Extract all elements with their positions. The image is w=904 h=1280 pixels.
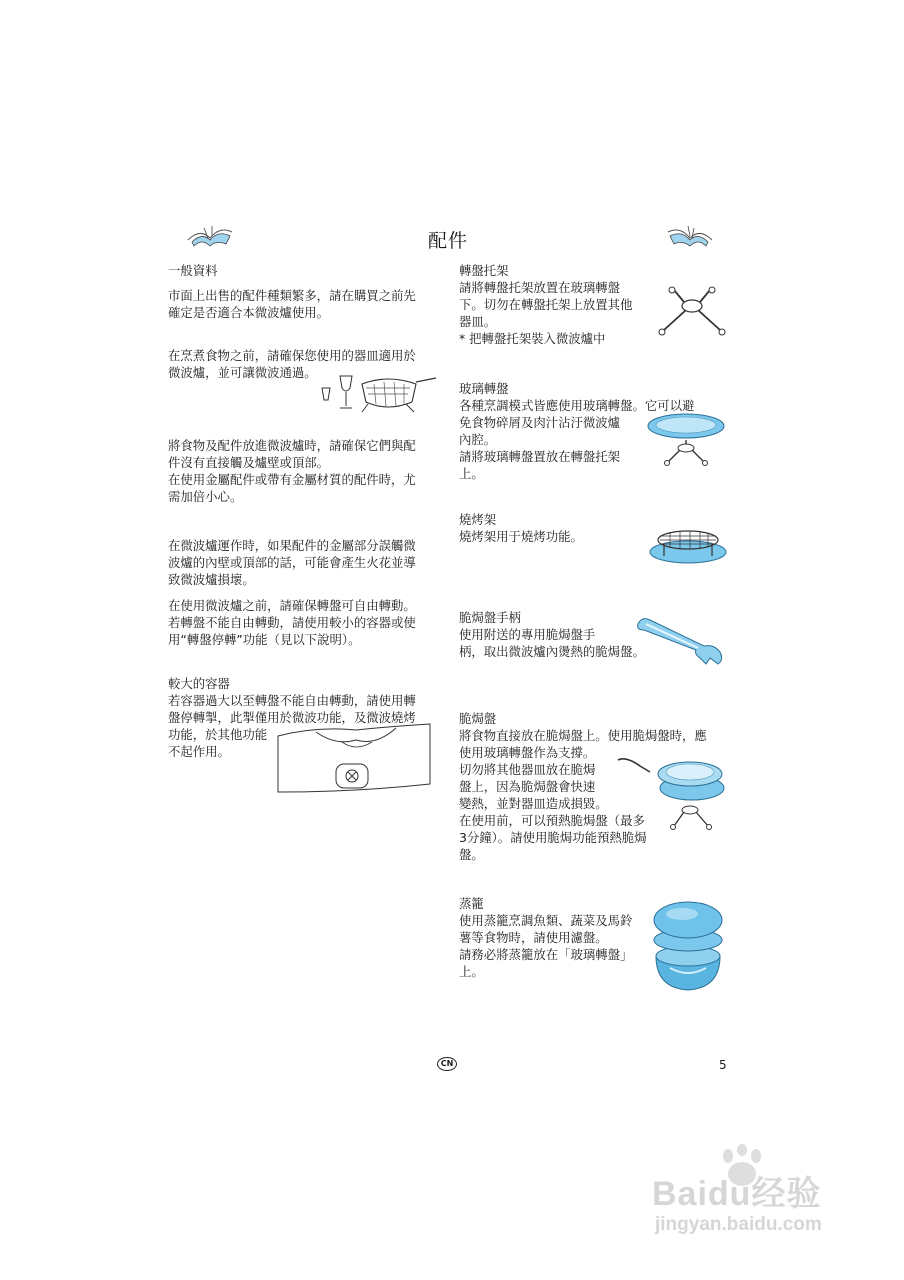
section-heading-crisp-plate: 脆焗盤 [459, 711, 497, 726]
paragraph-grill-rack: 燒烤架用于燒烤功能。 [459, 529, 583, 544]
page-title: 配件 [428, 230, 469, 252]
paragraph-placement: 將食物及配件放進微波爐時，請確保它們與配 件沒有直接觸及爐壁或頂部。 在使用金屬配件或帶有金屬材質的配件時，尤 需加倍小心。 [168, 438, 416, 504]
paragraph-general-1: 市面上出售的配件種類繁多，請在購買之前先 確定是否適合本微波爐使用。 [168, 288, 416, 320]
glass-turntable-illustration [646, 412, 726, 468]
page-number: 5 [719, 1058, 727, 1072]
paragraph-turntable-check: 在使用微波爐之前，請確保轉盤可自由轉動。 若轉盤不能自由轉動，請使用較小的容器或使 用“轉盤停轉”功能（見以下說明）。 [168, 598, 416, 647]
watermark-brand: Baidu经验 [652, 1175, 822, 1213]
utensils-illustration [318, 366, 438, 416]
section-heading-glass-turntable: 玻璃轉盤 [459, 381, 509, 396]
book-icon-left [186, 222, 236, 248]
section-heading-grill-rack: 燒烤架 [459, 512, 497, 527]
turntable-stop-button-illustration [276, 722, 432, 796]
paragraph-steamer: 使用蒸籠烹調魚類、蔬菜及馬鈴 薯等食物時，請使用濾盤。 請務必將蒸籠放在「玻璃轉盤」 上。 [459, 913, 633, 979]
section-heading-steamer: 蒸籠 [459, 896, 484, 911]
crisp-plate-illustration [616, 752, 728, 832]
paragraph-crisp-plate: 將食物直接放在脆焗盤上。使用脆焗盤時，應 使用玻璃轉盤作為支撐。 切勿將其他器皿放在脆焗 盤上，因為脆焗盤會快速 變熱，並對器皿造成損毀。 在使用前，可以預熱脆焗盤（最多 3分鐘）。請使用脆焗功能預熱脆焗 盤。 [459, 728, 707, 862]
paragraph-glass-turntable: 各種烹調模式皆應使用玻璃轉盤。它可以避 免食物碎屑及肉汁沾汙微波爐 內腔。 請將玻璃轉盤置放在轉盤托架 上。 [459, 398, 695, 481]
crisp-handle-illustration [634, 614, 726, 668]
paragraph-crisp-handle: 使用附送的專用脆焗盤手 柄，取出微波爐內燙熱的脆焗盤。 [459, 627, 645, 659]
section-heading-turntable-support: 轉盤托架 [459, 263, 509, 278]
turntable-support-illustration [656, 286, 728, 338]
book-icon-right [664, 222, 714, 248]
watermark-url: jingyan.baidu.com [655, 1214, 822, 1235]
paragraph-turntable-support: 請將轉盤托架放置在玻璃轉盤 下。切勿在轉盤托架上放置其他 器皿。 * 把轉盤托架裝入微波爐中 [459, 280, 633, 346]
section-heading-general-info: 一般資料 [168, 263, 218, 278]
section-heading-large-container: 較大的容器 [168, 676, 230, 691]
paragraph-general-2: 在烹煮食物之前，請確保您使用的器皿適用於 微波爐，並可讓微波通過。 [168, 348, 416, 380]
section-heading-crisp-handle: 脆焗盤手柄 [459, 610, 521, 625]
steamer-illustration [648, 898, 728, 992]
paragraph-metal-warning: 在微波爐運作時，如果配件的金屬部分誤觸微 波爐的內壁或頂部的話，可能會產生火花並導 致微波爐損壞。 [168, 538, 416, 587]
region-badge: CN [437, 1057, 457, 1071]
paragraph-large-container: 若容器過大以至轉盤不能自由轉動，請使用轉 盤停轉掣，此掣僅用於微波功能，及微波燒烤 功能，於其他功能 不起作用。 [168, 693, 416, 759]
grill-rack-illustration [648, 526, 728, 566]
